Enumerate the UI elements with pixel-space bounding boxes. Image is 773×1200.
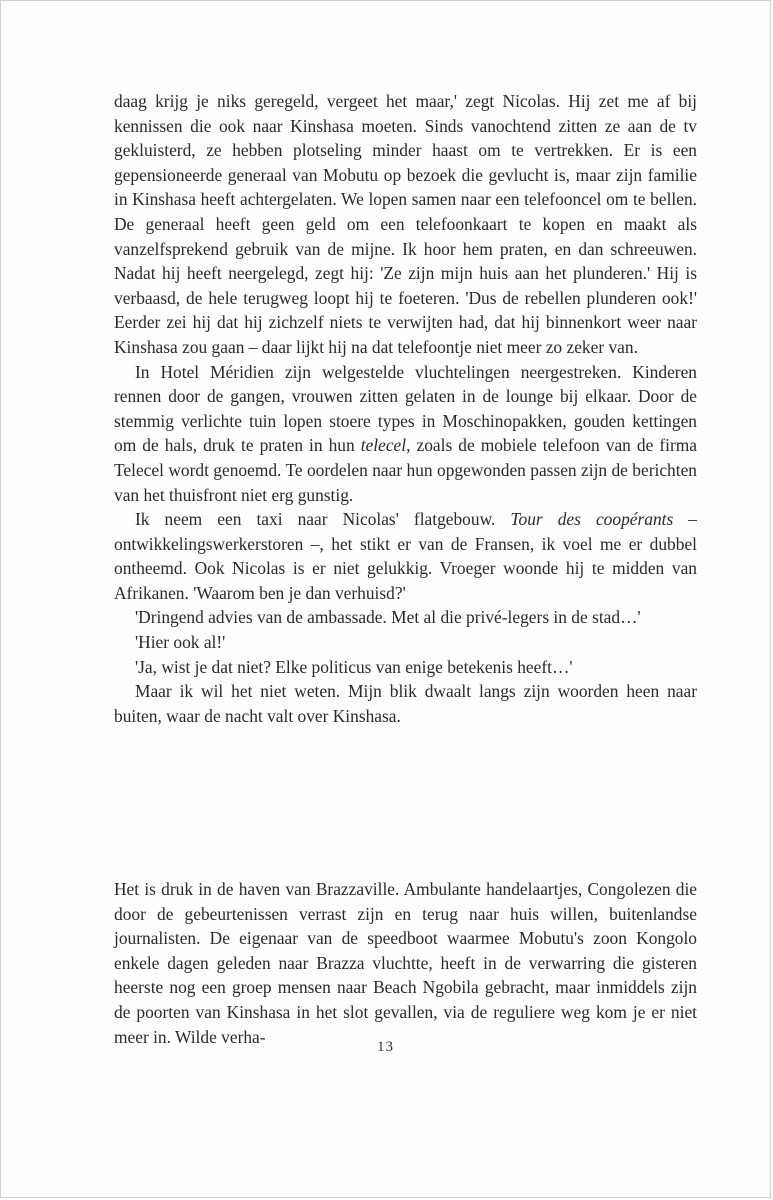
paragraph: 'Hier ook al!': [135, 632, 226, 653]
paragraph-text: In Hotel Méridien zijn welgestelde vluchtelingen neergestreken. Kinderen rennen door de gangen, vrouwen zitten gelaten in de lounge bij elkaar. Door de stemmig verlichte tuin lopen stoere types in Moschinopakken, gouden kettingen om de hals, druk te praten in hun: [114, 361, 697, 456]
paragraph: daag krijg je niks geregeld, vergeet het maar,' zegt Nicolas. Hij zet me af bij kennissen die ook naar Kinshasa moeten. Sinds vanochtend zitten ze aan de tv gekluisterd, ze hebben plotseling minder haast om te vertrekken. Er is een gepensioneerde generaal van Mobutu op bezoek die gevlucht is, maar zijn familie in Kinshasa heeft achtergelaten. We lopen samen naar een telefooncel om te bellen. De generaal heeft geen geld om een telefoonkaart te kopen en maakt als vanzelfsprekend gebruik van de mijne. Ik hoor hem praten, en dan schreeuwen. Nadat hij heeft neergelegd, zegt hij: 'Ze zijn mijn huis aan het plunderen.' Hij is verbaasd, de hele terugweg loopt hij te foeteren. 'Dus de rebellen plunderen ook!' Eerder zei hij dat hij zichzelf niets te verwijten had, dat hij binnenkort weer naar Kinshasa zou gaan – daar lijkt hij na dat telefoontje niet meer zo zeker van.: [114, 91, 697, 357]
paragraph: [114, 360, 697, 508]
italic-term: Tour des coopérants: [510, 509, 674, 530]
paragraph-text: – ontwikkelingswerkerstoren –, het stikt er van de Fransen, ik voel me er dubbel ontheemd. Ook Nicolas is er niet gelukkig. Vroeger woonde hij te midden van Afrikanen. 'Waarom ben je dan verhuisd?': [114, 509, 698, 603]
page-number: 13: [377, 1039, 394, 1055]
paragraph: Het is druk in de haven van Brazzaville. Ambulante handelaartjes, Congolezen die door de gebeurtenissen verrast zijn en terug naar huis willen, buitenlandse journalisten. De eigenaar van de speedboot waarmee Mobutu's zoon Kongolo enkele dagen geleden naar Brazza vluchtte, heeft in de verwarring die gisteren heerste nog een groep mensen naar Beach Ngobila gebracht, maar inmiddels zijn de poorten van Kinshasa in het slot gevallen, via de reguliere weg kom je er niet meer in. Wilde verha-: [114, 879, 697, 1047]
italic-term: telecel,: [360, 435, 411, 456]
paragraph: Maar ik wil het niet weten. Mijn blik dwaalt langs zijn woorden heen naar buiten, waar de nacht valt over Kinshasa.: [114, 681, 697, 726]
paragraph: 'Dringend advies van de ambassade. Met al die privé-legers in de stad…': [135, 607, 641, 628]
paragraph-text: Ik neem een taxi naar Nicolas' flatgebouw.: [135, 509, 511, 530]
paragraph-text: zoals de mobiele telefoon van de firma Telecel wordt genoemd. Te oordelen naar hun opgewonden passen zijn de berichten van het thuisfront niet erg gunstig.: [114, 435, 697, 505]
paragraph: 'Ja, wist je dat niet? Elke politicus van enige betekenis heeft…': [135, 656, 573, 677]
text-section-1: [114, 89, 697, 728]
paragraph: [114, 507, 697, 605]
text-section-2: [114, 877, 697, 1049]
